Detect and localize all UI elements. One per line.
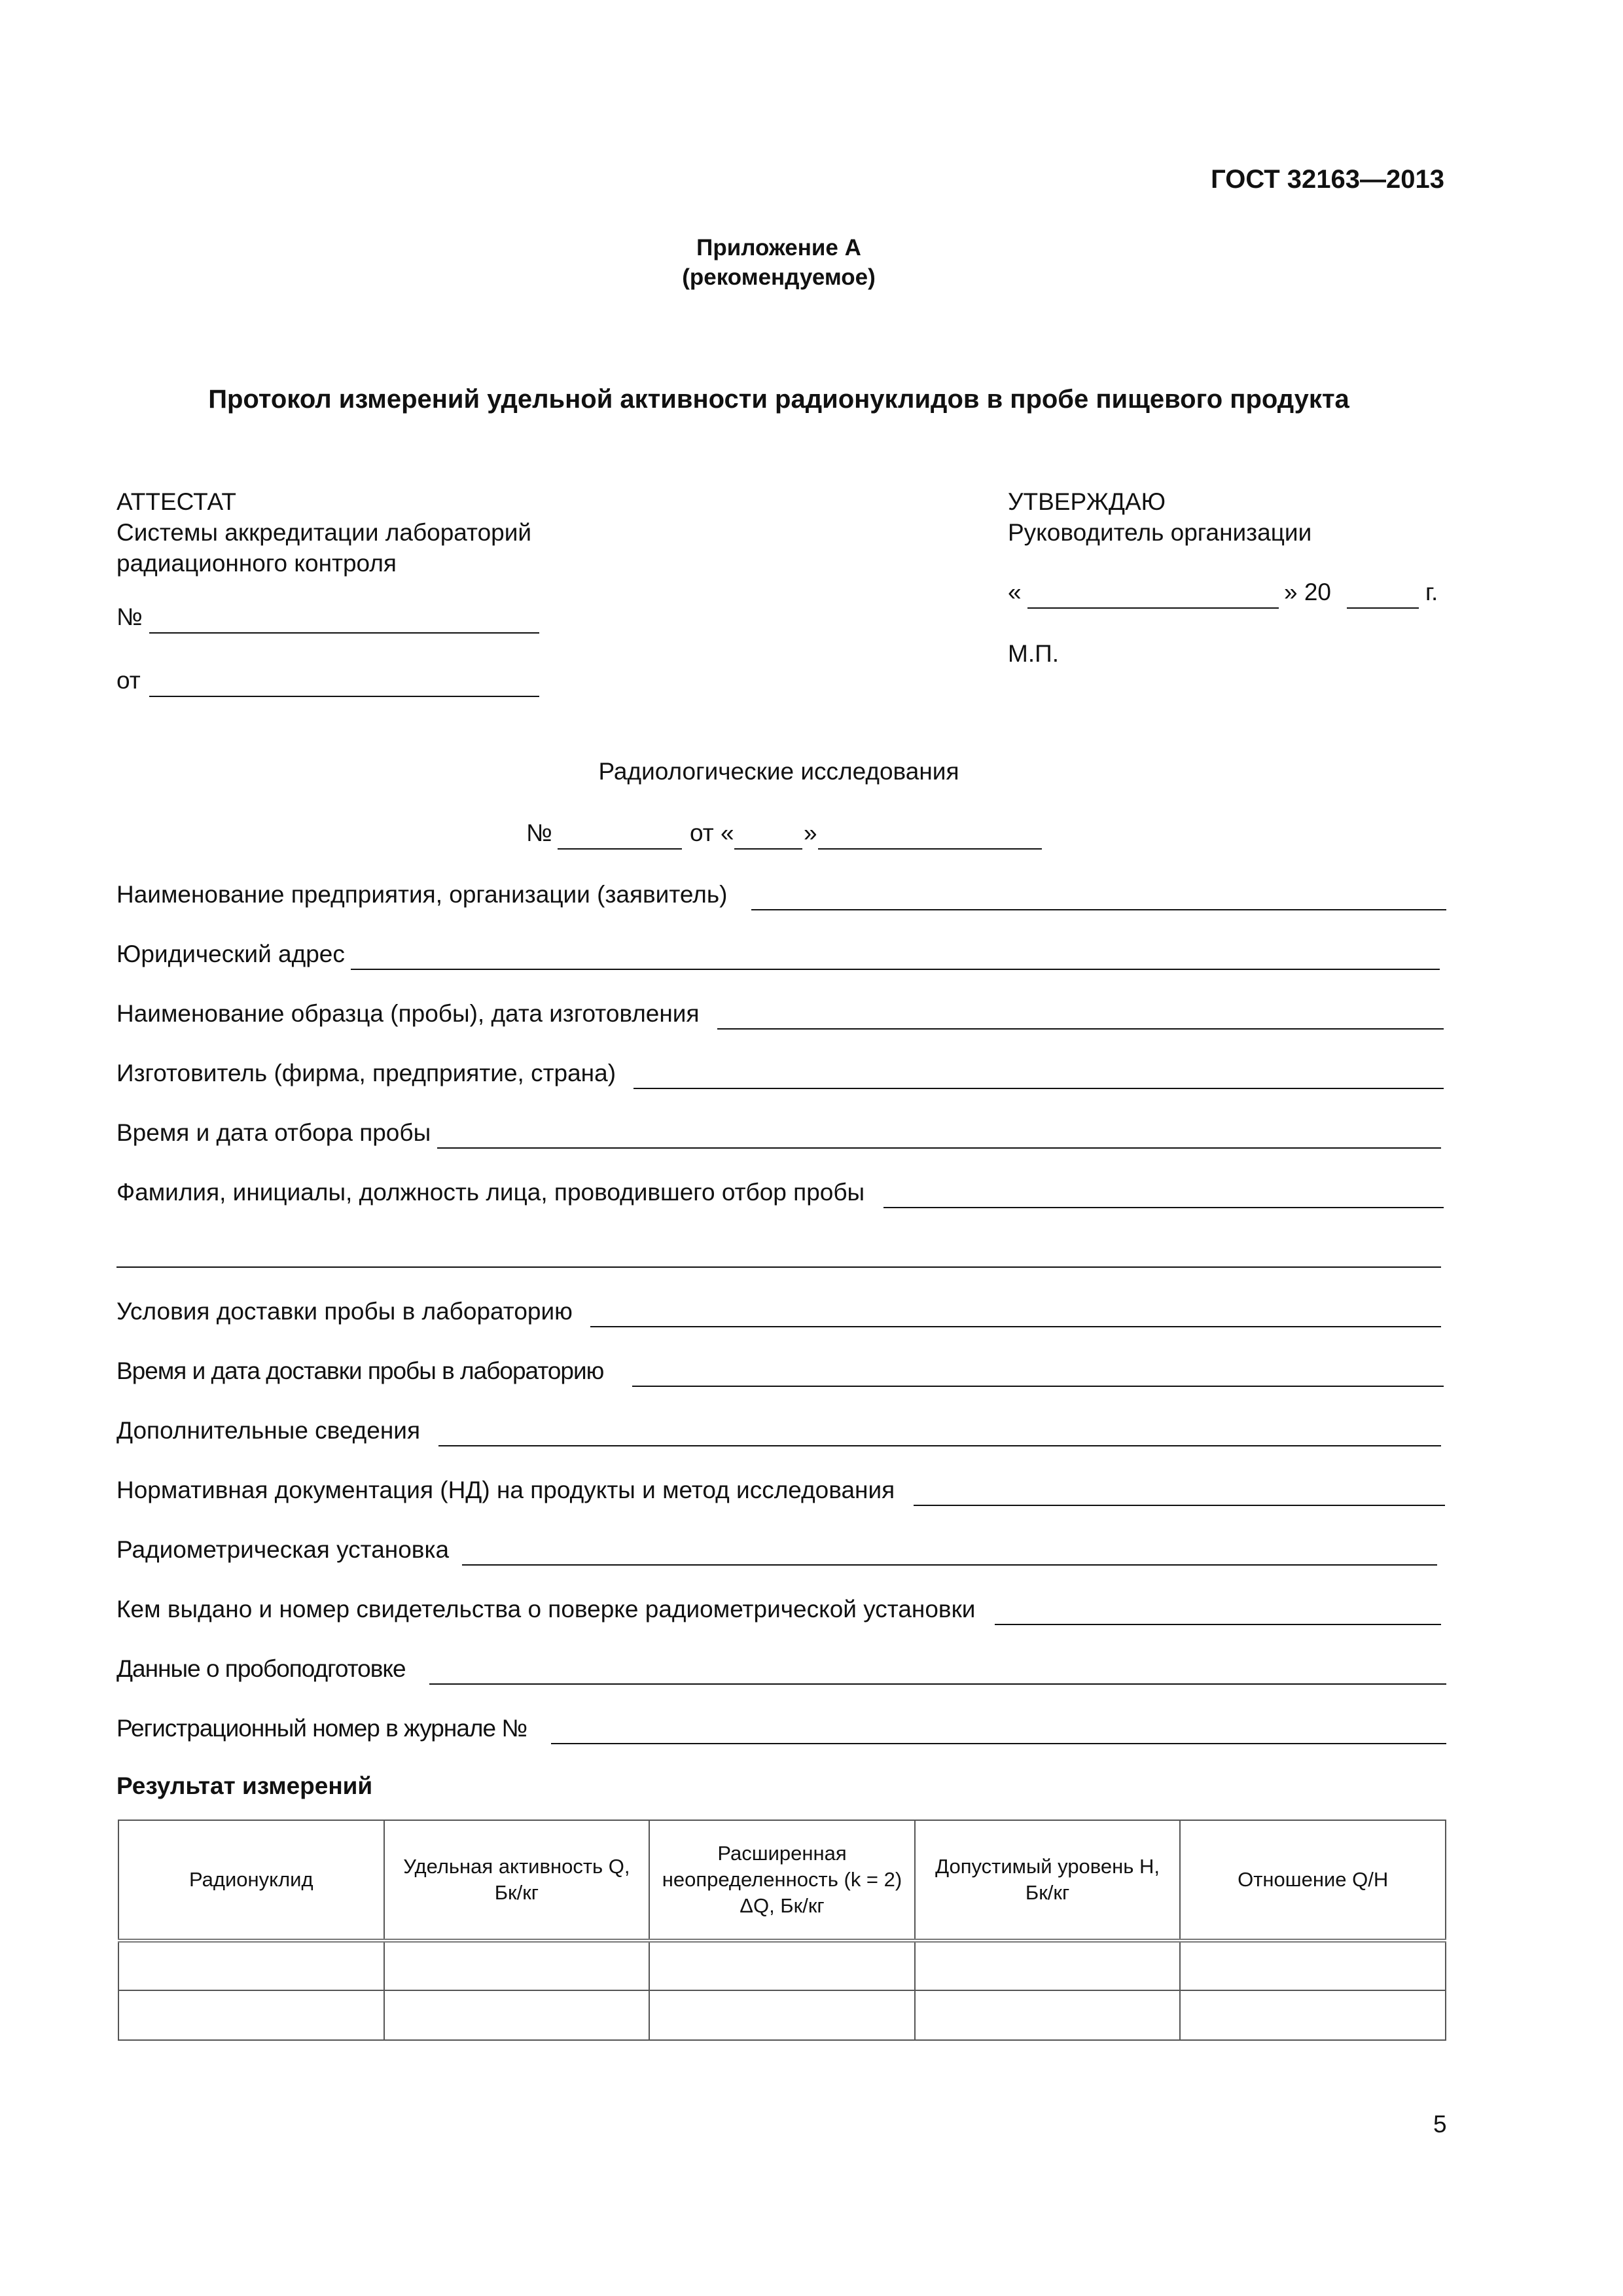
approval-quote-open: « [1008,579,1022,605]
table-cell[interactable] [1180,1990,1446,2040]
protocol-quote-close: » [804,819,817,846]
column-header: Отношение Q/H [1180,1820,1446,1941]
column-header: Радионуклид [118,1820,384,1941]
protocol-date-label: от « [690,819,734,846]
approval-year-prefix: » 20 [1284,579,1332,605]
stamp-placeholder: М.П. [1008,640,1059,667]
field-line-delivery-conditions[interactable] [590,1326,1441,1327]
approval-year-suffix: г. [1425,579,1438,605]
table-cell[interactable] [915,1990,1181,2040]
page-number: 5 [1433,2111,1447,2138]
field-line-registration-number[interactable] [551,1743,1446,1744]
field-line-verification-certificate[interactable] [995,1624,1441,1625]
field-label: Регистрационный номер в журнале № [116,1715,527,1742]
field-label: Время и дата отбора пробы [116,1119,431,1146]
field-label: Условия доставки пробы в лабораторию [116,1298,573,1325]
table-cell[interactable] [649,1941,915,1990]
certificate-date-field[interactable] [149,696,539,697]
appendix-label: Приложение А [696,235,861,260]
field-line-sampler[interactable] [883,1207,1444,1208]
table-cell[interactable] [384,1941,650,1990]
field-line-radiometer[interactable] [462,1564,1437,1566]
appendix-heading [0,233,1558,292]
field-line-sample-preparation[interactable] [429,1683,1446,1685]
certificate-line-2: Системы аккредитации лабораторий [116,519,532,546]
table-row [118,1941,1446,1990]
approval-year-field[interactable] [1347,607,1419,609]
field-label: Радиометрическая установка [116,1536,450,1563]
certificate-line-3: радиационного контроля [116,550,397,577]
column-header: Удельная активность Q, Бк/кг [384,1820,650,1941]
table-row [118,1990,1446,2040]
approval-block [1008,486,1311,548]
field-line-legal-address[interactable] [351,969,1440,970]
section-title: Радиологические исследования [598,758,959,785]
field-label: Кем выдано и номер свидетельства о поверке радиометрической установки [116,1596,976,1623]
appendix-type: (рекомендуемое) [682,264,876,290]
protocol-number-label: № [526,819,552,846]
certificate-block [116,486,531,579]
field-line-delivery-time[interactable] [632,1386,1444,1387]
table-cell[interactable] [915,1941,1181,1990]
results-table [118,1820,1446,2041]
field-label: Наименование предприятия, организации (заявитель) [116,881,728,908]
table-cell[interactable] [384,1990,650,2040]
field-line-additional-info[interactable] [438,1445,1441,1446]
approval-role: Руководитель организации [1008,519,1312,546]
certificate-date-label: от [116,667,141,694]
field-label: Время и дата доставки пробы в лабораторию [116,1357,604,1384]
field-line-sample[interactable] [717,1028,1444,1030]
approval-title: УТВЕРЖДАЮ [1008,488,1166,515]
table-cell[interactable] [1180,1941,1446,1990]
protocol-month-field[interactable] [818,848,1042,850]
field-label: Нормативная документация (НД) на продукты и метод исследования [116,1477,895,1503]
field-line-manufacturer[interactable] [633,1088,1444,1089]
field-label: Изготовитель (фирма, предприятие, страна) [116,1060,616,1086]
field-label: Юридический адрес [116,941,345,967]
field-label: Дополнительные сведения [116,1417,420,1444]
table-cell[interactable] [118,1990,384,2040]
table-header-row [118,1820,1446,1941]
document-code: ГОСТ 32163—2013 [1211,165,1444,194]
protocol-day-field[interactable] [734,848,802,850]
certificate-title: АТТЕСТАТ [116,488,236,515]
column-header: Допустимый уровень H, Бк/кг [915,1820,1181,1941]
protocol-number-field[interactable] [558,848,682,850]
field-label: Наименование образца (пробы), дата изготовления [116,1000,700,1027]
results-title: Результат измерений [116,1772,373,1799]
field-label: Данные о пробоподготовке [116,1655,406,1682]
field-line-normative-docs[interactable] [914,1505,1445,1506]
certificate-number-label: № [116,603,143,630]
table-cell[interactable] [118,1941,384,1990]
column-header: Расширенная неопределенность (k = 2) ΔQ, Бк/кг [649,1820,915,1941]
field-line-sampling-time[interactable] [437,1147,1441,1149]
field-line-applicant[interactable] [751,909,1446,910]
field-line-sampler-continued[interactable] [116,1266,1441,1268]
field-label: Фамилия, инициалы, должность лица, проводившего отбор пробы [116,1179,865,1206]
certificate-number-field[interactable] [149,632,539,634]
page-title: Протокол измерений удельной активности радионуклидов в пробе пищевого продукта [208,385,1349,414]
approval-date-field[interactable] [1027,607,1279,609]
table-cell[interactable] [649,1990,915,2040]
